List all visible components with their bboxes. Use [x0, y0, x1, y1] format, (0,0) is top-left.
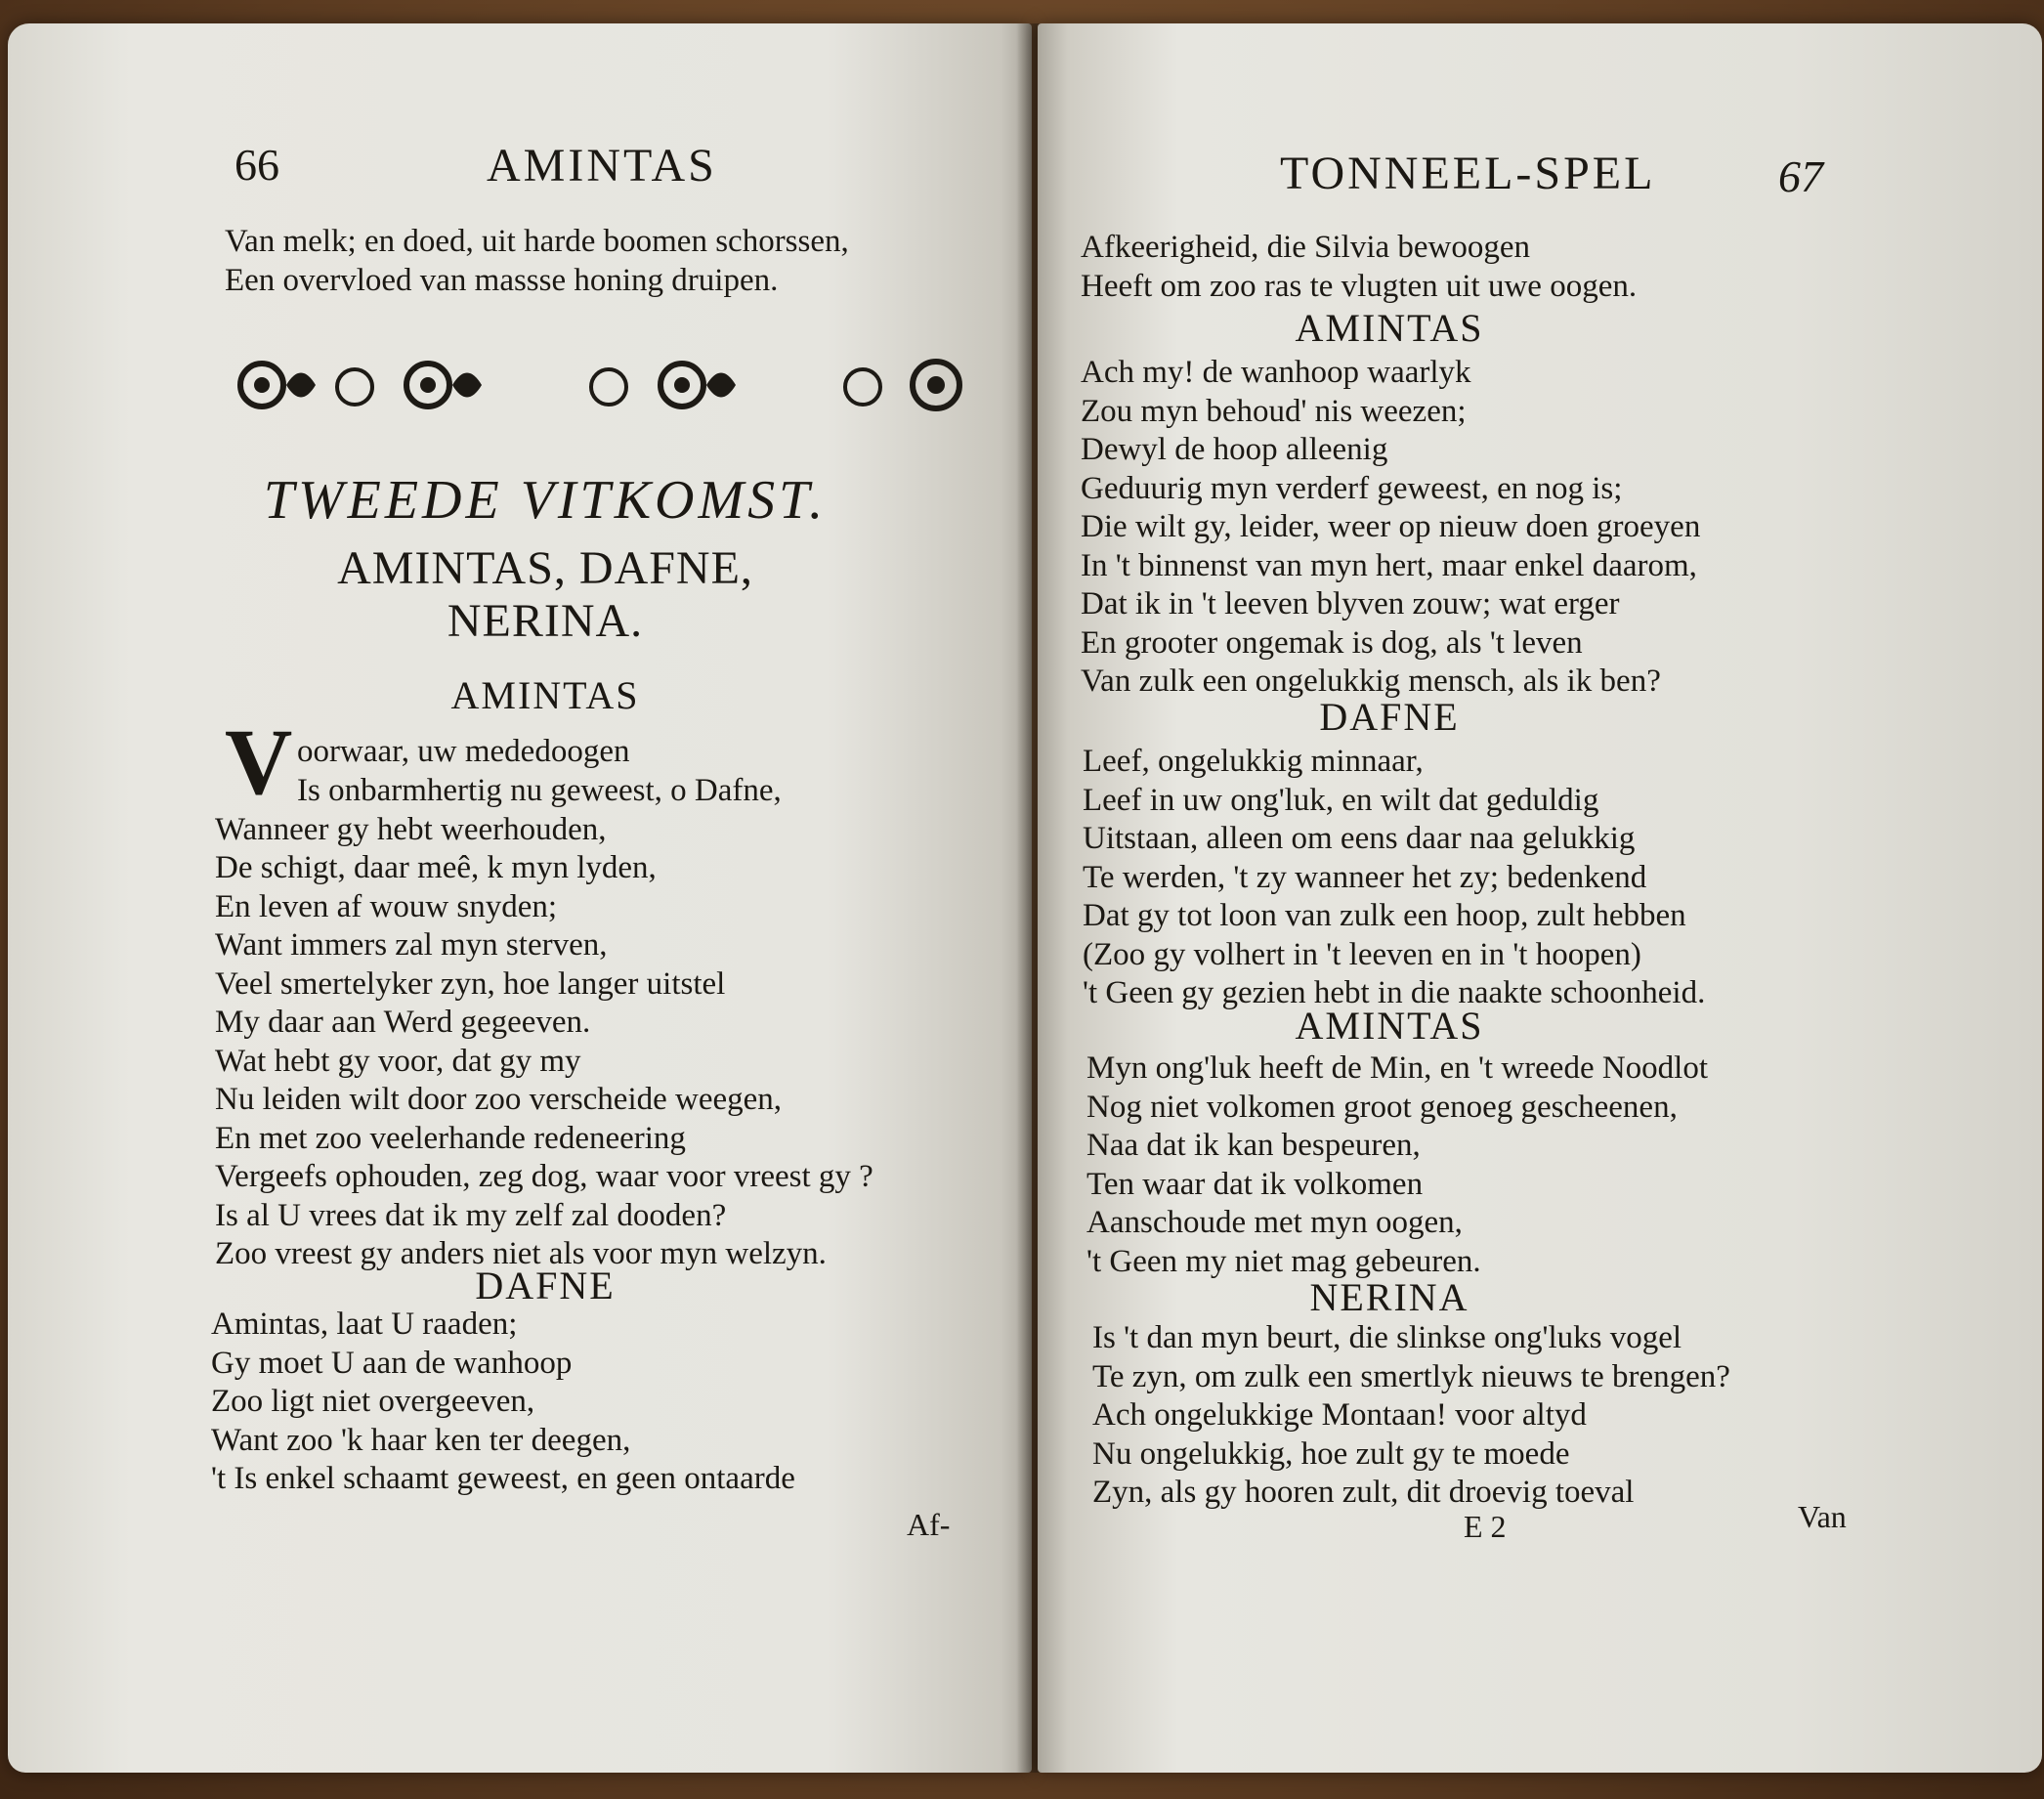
scene-heading: TWEEDE VITKOMST. [263, 470, 828, 531]
speech-first-line [297, 733, 629, 772]
left-page [8, 23, 1032, 1773]
verse-line: 't Is enkel schaamt geweest, en geen ontaarde [211, 1461, 795, 1496]
verse-line: Leef in uw ong'luk, en wilt dat geduldig [1083, 782, 1599, 818]
verse-line: Wat hebt gy voor, dat gy my [215, 1043, 581, 1079]
amintas-speech-lines-right-2 [1086, 1049, 1708, 1281]
catchword: Van [1798, 1499, 1847, 1534]
verse-line: Leef, ongelukkig minnaar, [1083, 744, 1424, 779]
speaker-name: AMINTAS [450, 673, 640, 717]
speaker-name: AMINTAS [1295, 1004, 1484, 1048]
speaker-name: DAFNE [1319, 695, 1460, 739]
verse-line: Gy moet U aan de wanhoop [211, 1345, 573, 1381]
verse-line: Zyn, als gy hooren zult, dit droevig toeval [1092, 1475, 1635, 1510]
verse-line: 't Geen my niet mag gebeuren. [1086, 1243, 1481, 1279]
verse-line: Geduurig myn verderf geweest, en nog is; [1081, 470, 1623, 506]
right-page [1038, 23, 2042, 1773]
verse-line: Ach ongelukkige Montaan! voor altyd [1092, 1397, 1587, 1433]
verse-line: oorwaar, uw mededoogen [297, 734, 630, 769]
speaker-name: AMINTAS [1295, 306, 1484, 350]
drop-cap: V [225, 709, 293, 814]
flower-ornament-icon [240, 364, 316, 407]
verse-line: Heeft om zoo ras te vlugten uit uwe oogen. [1081, 268, 1638, 304]
verse-line: De schigt, daar meê, k myn lyden, [215, 850, 657, 885]
nerina-speech-lines [1092, 1319, 1730, 1513]
right-opening-lines [1081, 229, 1637, 306]
scene-characters-line-2: NERINA. [447, 595, 644, 647]
verse-line: Want zoo 'k haar ken ter deegen, [211, 1422, 631, 1458]
verse-line: Naa dat ik kan bespeuren, [1086, 1128, 1421, 1163]
verse-line: Veel smertelyker zyn, hoe langer uitstel [215, 965, 726, 1002]
verse-line: Die wilt gy, leider, weer op nieuw doen groeyen [1081, 509, 1701, 544]
printers-ornament-band [228, 346, 990, 424]
dafne-speech-lines-right [1083, 743, 1705, 1013]
verse-line: (Zoo gy volhert in 't leeven en in 't hoopen) [1083, 936, 1641, 972]
left-opening-lines [225, 223, 849, 300]
speaker-name: DAFNE [475, 1264, 616, 1307]
verse-line: En grooter ongemak is dog, als 't leven [1081, 624, 1583, 661]
verse-line: Dat ik in 't leeven blyven zouw; wat erger [1081, 586, 1620, 621]
dafne-speech-lines [211, 1306, 795, 1499]
verse-line: Nu ongelukkig, hoe zult gy te moede [1092, 1435, 1570, 1472]
verse-line: Van zulk een ongelukkig mensch, als ik ben? [1081, 664, 1661, 699]
verse-line: Is onbarmhertig nu geweest, o Dafne, [297, 773, 782, 808]
verse-line: En met zoo veelerhande redeneering [215, 1120, 686, 1156]
verse-line: Ten waar dat ik volkomen [1086, 1166, 1424, 1202]
verse-line: Is al U vrees dat ik my zelf zal dooden? [215, 1197, 727, 1233]
verse-line: Wanneer gy hebt weerhouden, [215, 811, 607, 847]
verse-line: In 't binnenst van myn hert, maar enkel daarom, [1081, 547, 1697, 583]
verse-line: My daar aan Werd gegeeven. [215, 1005, 591, 1040]
verse-line: Ach my! de wanhoop waarlyk [1081, 355, 1471, 390]
verse-line: Nu leiden wilt door zoo verscheide weegen, [215, 1082, 783, 1117]
scene-characters-line-1: AMINTAS, DAFNE, [337, 542, 753, 594]
verse-line: Myn ong'luk heeft de Min, en 't wreede Noodlot [1086, 1050, 1709, 1086]
verse-line: Dewyl de hoop alleenig [1081, 432, 1388, 467]
verse-line: Van melk; en doed, uit harde boomen schorssen, [225, 224, 849, 259]
right-page-number: 67 [1778, 151, 1823, 201]
verse-line: Nog niet volkomen groot genoeg gescheenen, [1086, 1089, 1678, 1125]
verse-line: Zoo ligt niet overgeeven, [211, 1384, 535, 1419]
verse-line: Vergeefs ophouden, zeg dog, waar voor vreest gy ? [215, 1159, 873, 1194]
catchword: Af- [907, 1507, 951, 1542]
verse-line: Te werden, 't zy wanneer het zy; bedenkend [1083, 859, 1647, 895]
verse-line: Dat gy tot loon van zulk een hoop, zult hebben [1083, 898, 1686, 933]
signature-mark: E 2 [1464, 1509, 1507, 1544]
verse-line: Te zyn, om zulk een smertlyk nieuws te brengen? [1092, 1358, 1730, 1394]
verse-line: Zou myn behoud' nis weezen; [1081, 393, 1467, 429]
verse-line: 't Geen gy gezien hebt in die naakte schoonheid. [1083, 975, 1706, 1010]
verse-line: Uitstaan, alleen om eens daar naa gelukkig [1083, 821, 1636, 856]
right-running-head: TONNEEL-SPEL [1280, 148, 1656, 199]
verse-line: Afkeerigheid, die Silvia bewoogen [1081, 230, 1531, 265]
verse-line: Is 't dan myn beurt, die slinkse ong'luks vogel [1092, 1320, 1682, 1355]
left-page-number: 66 [234, 140, 279, 190]
verse-line: Want immers zal myn sterven, [215, 927, 608, 963]
verse-line: En leven af wouw snyden; [215, 888, 558, 924]
verse-line: Zoo vreest gy anders niet als voor myn welzyn. [215, 1236, 827, 1271]
amintas-speech-lines-right [1081, 354, 1700, 702]
verse-line: Aanschoude met myn oogen, [1086, 1205, 1463, 1240]
amintas-speech-lines [215, 772, 873, 1274]
left-running-head: AMINTAS [487, 140, 717, 192]
speaker-name: NERINA [1309, 1275, 1469, 1319]
verse-line: Een overvloed van massse honing druipen. [225, 262, 779, 298]
verse-line: Amintas, laat U raaden; [211, 1306, 518, 1342]
